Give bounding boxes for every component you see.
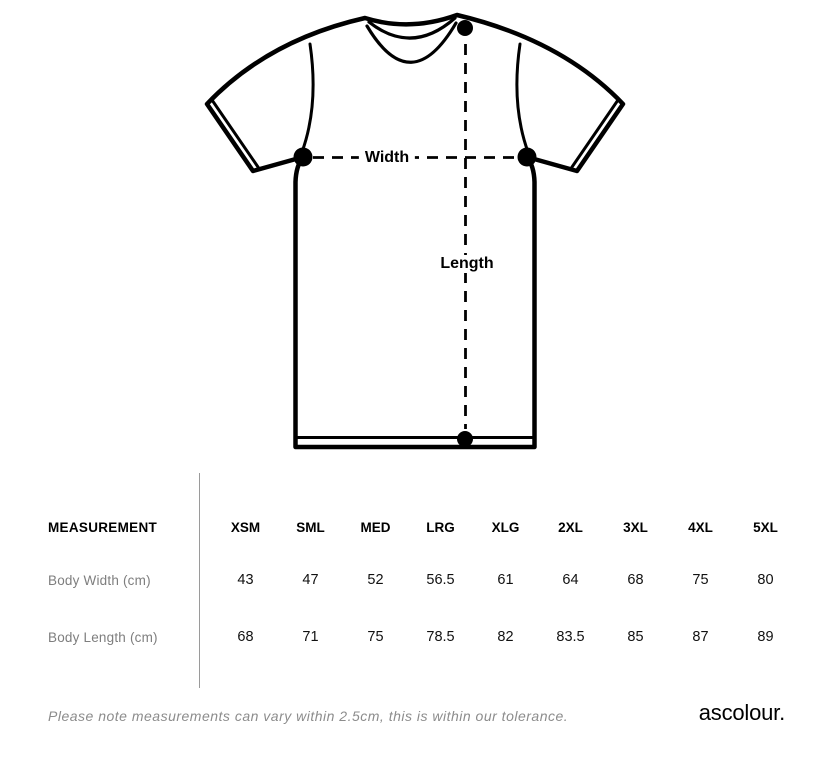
size-header-3xl: 3XL [623,519,648,535]
measurement-column-header: MEASUREMENT [48,519,158,535]
body-length-value-lrg: 78.5 [426,629,455,645]
size-header-xlg: XLG [491,519,520,535]
table-row-body-length [30,626,828,648]
body-length-value-5xl: 89 [757,629,774,645]
body-length-value-2xl: 83.5 [556,629,585,645]
size-header-sml: SML [296,519,325,535]
body-width-value-4xl: 75 [692,572,709,588]
body-width-value-2xl: 64 [562,572,579,588]
body-width-value-5xl: 80 [757,572,774,588]
length-measure-label: Length [434,255,499,273]
body-length-value-med: 75 [367,629,384,645]
size-header-4xl: 4XL [688,519,713,535]
tolerance-note: Please note measurements can vary within 2.5cm, this is within our tolerance. [48,708,569,724]
body-length-value-4xl: 87 [692,629,709,645]
body-width-value-3xl: 68 [627,572,644,588]
body-width-value-sml: 47 [302,572,319,588]
size-header-5xl: 5XL [753,519,778,535]
body-width-value-xlg: 61 [497,572,514,588]
table-header-row [30,516,828,538]
hem-measure-point-dot [457,431,473,447]
collar-measure-point-dot [457,20,473,36]
size-header-lrg: LRG [426,519,455,535]
body-width-value-med: 52 [367,572,384,588]
row-label-body-width: Body Width (cm) [48,572,151,588]
body-width-value-lrg: 56.5 [426,572,455,588]
body-length-value-xlg: 82 [497,629,514,645]
right-armpit-measure-point-dot [518,148,537,167]
body-length-value-xsm: 68 [237,629,254,645]
body-length-value-sml: 71 [302,629,319,645]
left-armpit-measure-point-dot [294,148,313,167]
table-row-body-width [30,569,828,591]
body-length-value-3xl: 85 [627,629,644,645]
width-measure-label: Width [359,149,415,167]
size-header-med: MED [360,519,391,535]
ascolour-logo: ascolour. [698,700,785,725]
body-width-value-xsm: 43 [237,572,254,588]
row-label-body-length: Body Length (cm) [48,629,158,645]
tshirt-outline [207,15,623,447]
size-header-2xl: 2XL [558,519,583,535]
size-header-xsm: XSM [230,519,261,535]
